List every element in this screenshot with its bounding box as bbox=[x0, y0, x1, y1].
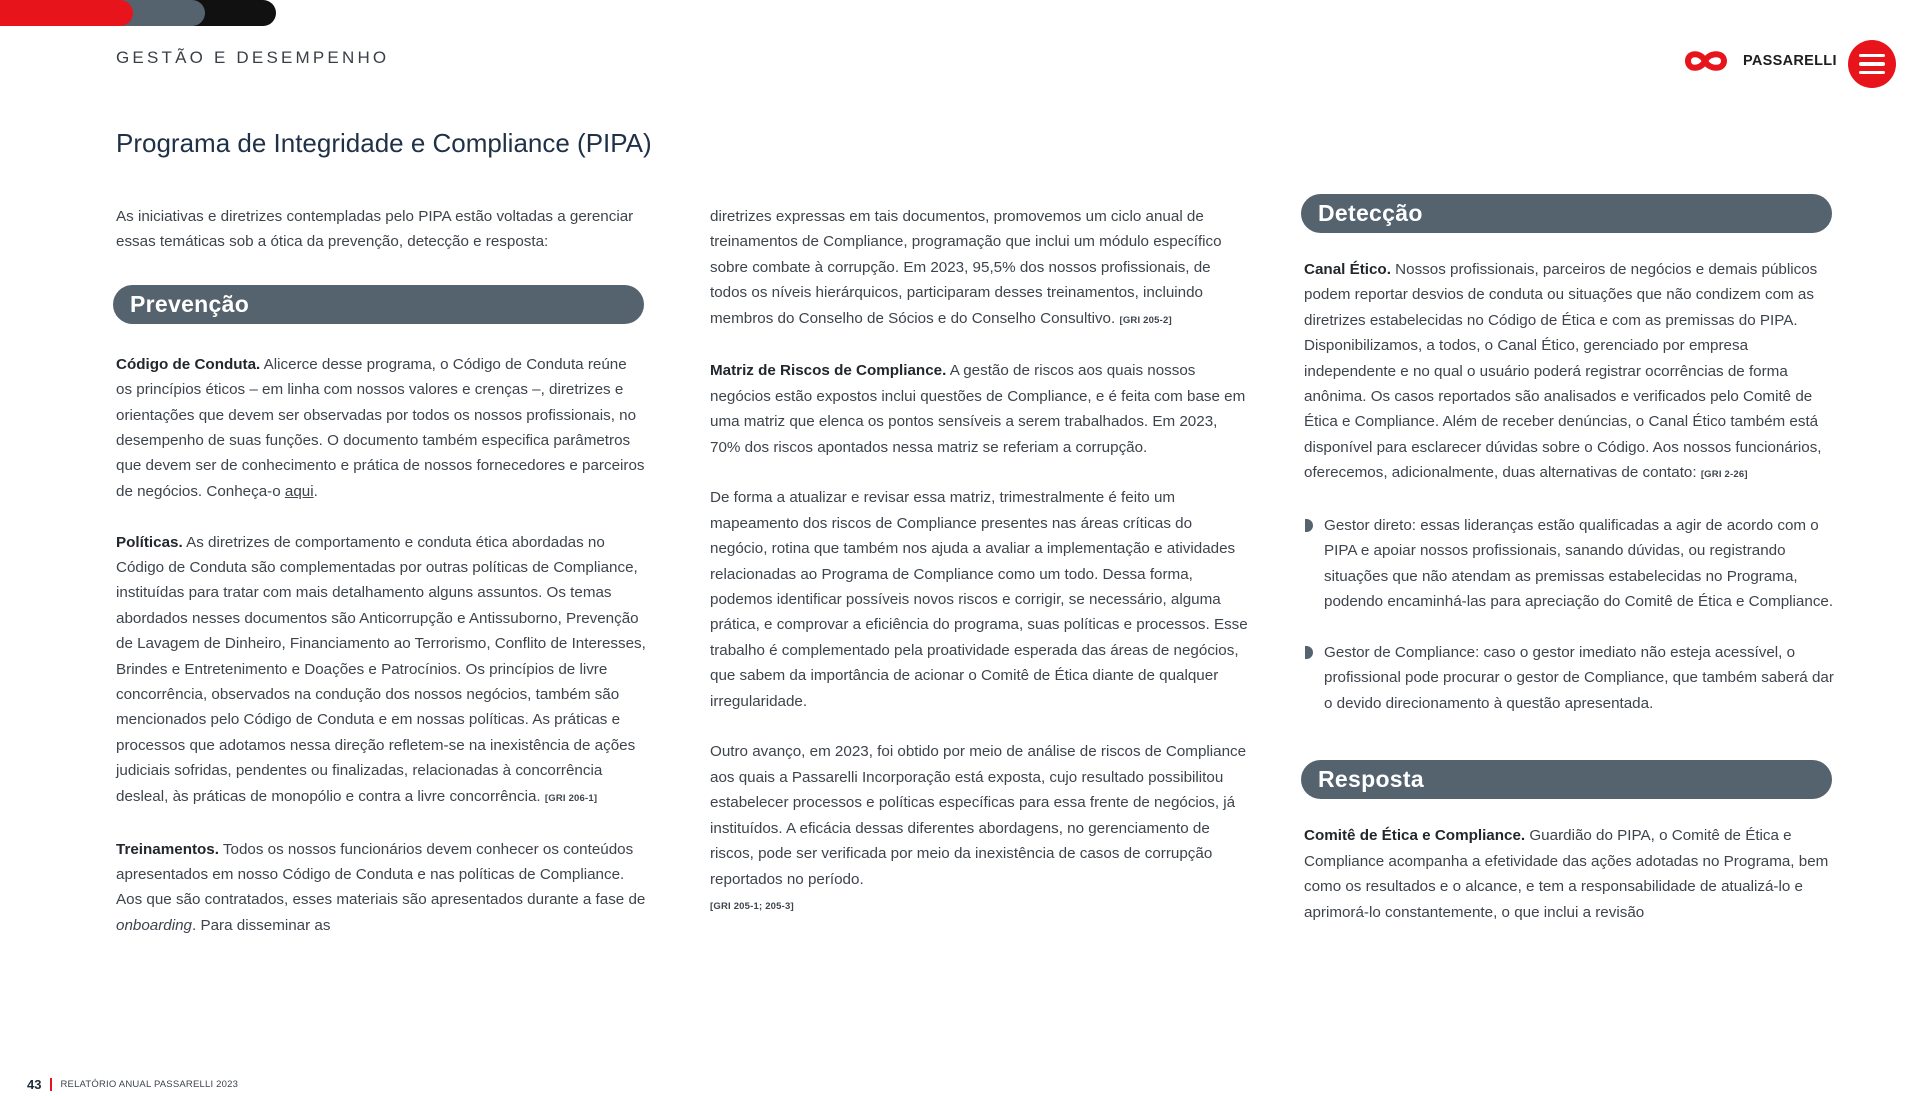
hamburger-menu-icon bbox=[1859, 54, 1885, 58]
progress-bars bbox=[0, 0, 276, 26]
matriz-paragraph-2: De forma a atualizar e revisar essa matriz, trimestralmente é feito um mapeamento dos riscos de Compliance presentes nas áreas críticas do negócio, rotina que também nos ajuda a avaliar a implementação e atividades relacionadas ao Programa de Compliance como um todo. Dessa forma, podemos identificar possíveis novos riscos e corrigir, se necessário, alguma prática, e comprovar a eficiência do programa, suas políticas e processos. Esse trabalho é complementado pela proatividade esperada das áreas de negócios, que sabem da importância de acionar o Comitê de Ética diante de qualquer irregularidade. bbox=[710, 489, 1248, 710]
list-item: Gestor de Compliance: caso o gestor imediato não esteja acessível, o profissional pode procurar o gestor de Compliance, que também saberá dar o devido direcionamento à questão apresentada. bbox=[1304, 640, 1834, 716]
gri-reference: [GRI 206-1] bbox=[544, 792, 598, 804]
codigo-text: Alicerce desse programa, o Código de Conduta reúne os princípios éticos – em linha com nossos valores e crenças –, diretrizes e orientações que devem ser observadas por todos os nossos profissionais, no desempenho de suas funções. O documento também especifica parâmetros que devem ser de conhecimento e prática de nossos fornecedores e parceiros de negócios. Conheça-o bbox=[116, 355, 645, 500]
codigo-link[interactable]: aqui bbox=[284, 482, 314, 500]
gri-reference: [GRI 2-26] bbox=[1700, 469, 1748, 481]
codigo-paragraph: Código de Conduta. Alicerce desse programa, o Código de Conduta reúne os princípios éticos – em linha com nossos valores e crenças –, diretrizes e orientações que devem ser observadas por todos os nossos profissionais, no desempenho de suas funções. O documento também especifica parâmetros que devem ser de conhecimento e prática de nossos fornecedores e parceiros de negócios. Conheça-o aqui. bbox=[116, 355, 645, 500]
treinamentos-text: Todos os nossos funcionários devem conhecer os conteúdos apresentados em nosso Código de Conduta e nas políticas de Compliance. Aos que são contratados, esses materiais são apresentados durante a fase de bbox=[116, 840, 646, 909]
footer-separator bbox=[50, 1078, 52, 1091]
canal-text: Nossos profissionais, parceiros de negócios e demais públicos podem reportar desvios de conduta ou situações que não condizem com as diretrizes estabelecidas no Código de Ética e com as premissas do PIPA. Disponibilizamos, a todos, o Canal Ético, gerenciado por empresa independente e no qual o usuário poderá registrar ocorrências de forma anônima. Os casos reportados são analisados e verificados pelo Comitê de Ética e Compliance. Além de receber denúncias, o Canal Ético também está disponível para esclarecer dúvidas sobre o Código. Aos nossos funcionários, oferecemos, adicionalmente, duas alternativas de contato: bbox=[1304, 261, 1822, 482]
passarelli-logo-icon bbox=[1683, 46, 1729, 76]
section-label: GESTÃO E DESEMPENHO bbox=[116, 48, 390, 67]
list-item: Gestor direto: essas lideranças estão qualificadas a agir de acordo com o PIPA e apoiar nossos profissionais, sanando dúvidas, ou registrando situações que não atendam as premissas estabelecidas no Programa, podendo encaminhá-las para apreciação do Comitê de Ética e Compliance. bbox=[1304, 513, 1834, 615]
treinamentos-continuation: diretrizes expressas em tais documentos, promovemos um ciclo anual de treinamentos de Compliance, programação que inclui um módulo específico sobre combate à corrupção. Em 2023, 95,5% dos nossos profissionais, de todos os níveis hierárquicos, participaram desses treinamentos, incluindo membros do Conselho de Sócios e do Conselho Consultivo. [GRI 205-2] bbox=[710, 208, 1222, 327]
report-title: RELATÓRIO ANUAL PASSARELLI 2023 bbox=[60, 1079, 239, 1090]
matriz-paragraph-3: Outro avanço, em 2023, foi obtido por meio de análise de riscos de Compliance aos quais a Passarelli Incorporação está exposta, cujo resultado possibilitou estabelecer processos e políticas específicas para essa frente de negócios, já instituídos. A eficácia dessas diferentes abordagens, no gerenciamento de riscos, pode ser verificada por meio da inexistência de casos de corrupção reportados no período. [GRI 205-1; 205-3] bbox=[710, 743, 1247, 912]
matriz-label: Matriz de Riscos de Compliance. bbox=[710, 362, 947, 380]
canal-paragraph bbox=[1304, 257, 1834, 488]
logo-text: PASSARELLI bbox=[1743, 53, 1837, 69]
gri-reference: [GRI 205-1; 205-3] bbox=[710, 900, 794, 912]
progress-bar-red bbox=[0, 0, 133, 26]
treinamentos-label: Treinamentos. bbox=[116, 840, 219, 858]
onboarding-italic: onboarding bbox=[116, 916, 193, 934]
treinamentos-paragraph: Treinamentos. Todos os nossos funcionários devem conhecer os conteúdos apresentados em nosso Código de Conduta e nas políticas de Compliance. Aos que são contratados, esses materiais são apresentados durante a fase de onboarding. Para disseminar as bbox=[116, 840, 646, 934]
gri-reference: [GRI 205-2] bbox=[1119, 314, 1172, 326]
matriz-paragraph bbox=[710, 358, 1250, 460]
comite-text: Guardião do PIPA, o Comitê de Ética e Compliance acompanha a efetividade das ações adotadas no Programa, bem como os resultados e o alcance, e tem a responsabilidade de atualizá-lo e aprimorá-lo constantemente, o que inclui a revisão bbox=[1304, 827, 1829, 921]
menu-button[interactable] bbox=[1848, 40, 1896, 88]
politicas-text: As diretrizes de comportamento e conduta ética abordadas no Código de Conduta são complementadas por outras políticas de Compliance, instituídas para tratar com mais detalhamento alguns assuntos. Os temas abordados nesses documentos são Anticorrupção e Antissuborno, Prevenção de Lavagem de Dinheiro, Financiamento ao Terrorismo, Conflito de Interesses, Brindes e Entretenimento e Doações e Patrocínios. Os princípios de livre concorrência, observados na condução dos nossos negócios, também são mencionados pelo Código de Conduta e em nossas políticas. As práticas e processos que adotamos nessa direção refletem-se na inexistência de ações judiciais sofridas, pendentes ou finalizadas, relacionadas à concorrência desleal, às práticas de monopólio e contra a livre concorrência. bbox=[116, 533, 646, 805]
page-footer bbox=[27, 1077, 238, 1092]
intro-paragraph: As iniciativas e diretrizes contempladas pelo PIPA estão voltadas a gerenciar essas temáticas sob a ótica da prevenção, detecção e resposta: bbox=[116, 208, 634, 251]
half-circle-bullet-icon bbox=[1305, 519, 1313, 532]
passarelli-logo[interactable] bbox=[1683, 46, 1837, 76]
codigo-label: Código de Conduta. bbox=[116, 355, 261, 373]
column-1 bbox=[116, 204, 646, 964]
column-3 bbox=[1304, 200, 1834, 950]
canal-label: Canal Ético. bbox=[1304, 261, 1391, 278]
politicas-label: Políticas. bbox=[116, 533, 183, 551]
comite-label: Comitê de Ética e Compliance. bbox=[1304, 827, 1526, 845]
matriz-text: A gestão de riscos aos quais nossos negócios estão expostos inclui questões de Compliance, e é feita com base em uma matriz que elenca os pontos sensíveis a serem trabalhados. Em 2023, 70% dos riscos apontados nessa matriz se referiam a corrupção. bbox=[710, 362, 1246, 456]
prevencao-heading: Prevenção bbox=[113, 285, 644, 324]
resposta-heading: Resposta bbox=[1301, 760, 1832, 799]
comite-paragraph bbox=[1304, 823, 1834, 925]
column-2 bbox=[710, 204, 1250, 945]
deteccao-heading: Detecção bbox=[1301, 194, 1832, 233]
contact-alternatives-list bbox=[1304, 513, 1834, 716]
politicas-paragraph bbox=[116, 530, 646, 811]
page-number: 43 bbox=[27, 1077, 42, 1092]
half-circle-bullet-icon bbox=[1305, 646, 1313, 659]
page-title: Programa de Integridade e Compliance (PIPA) bbox=[116, 128, 652, 158]
